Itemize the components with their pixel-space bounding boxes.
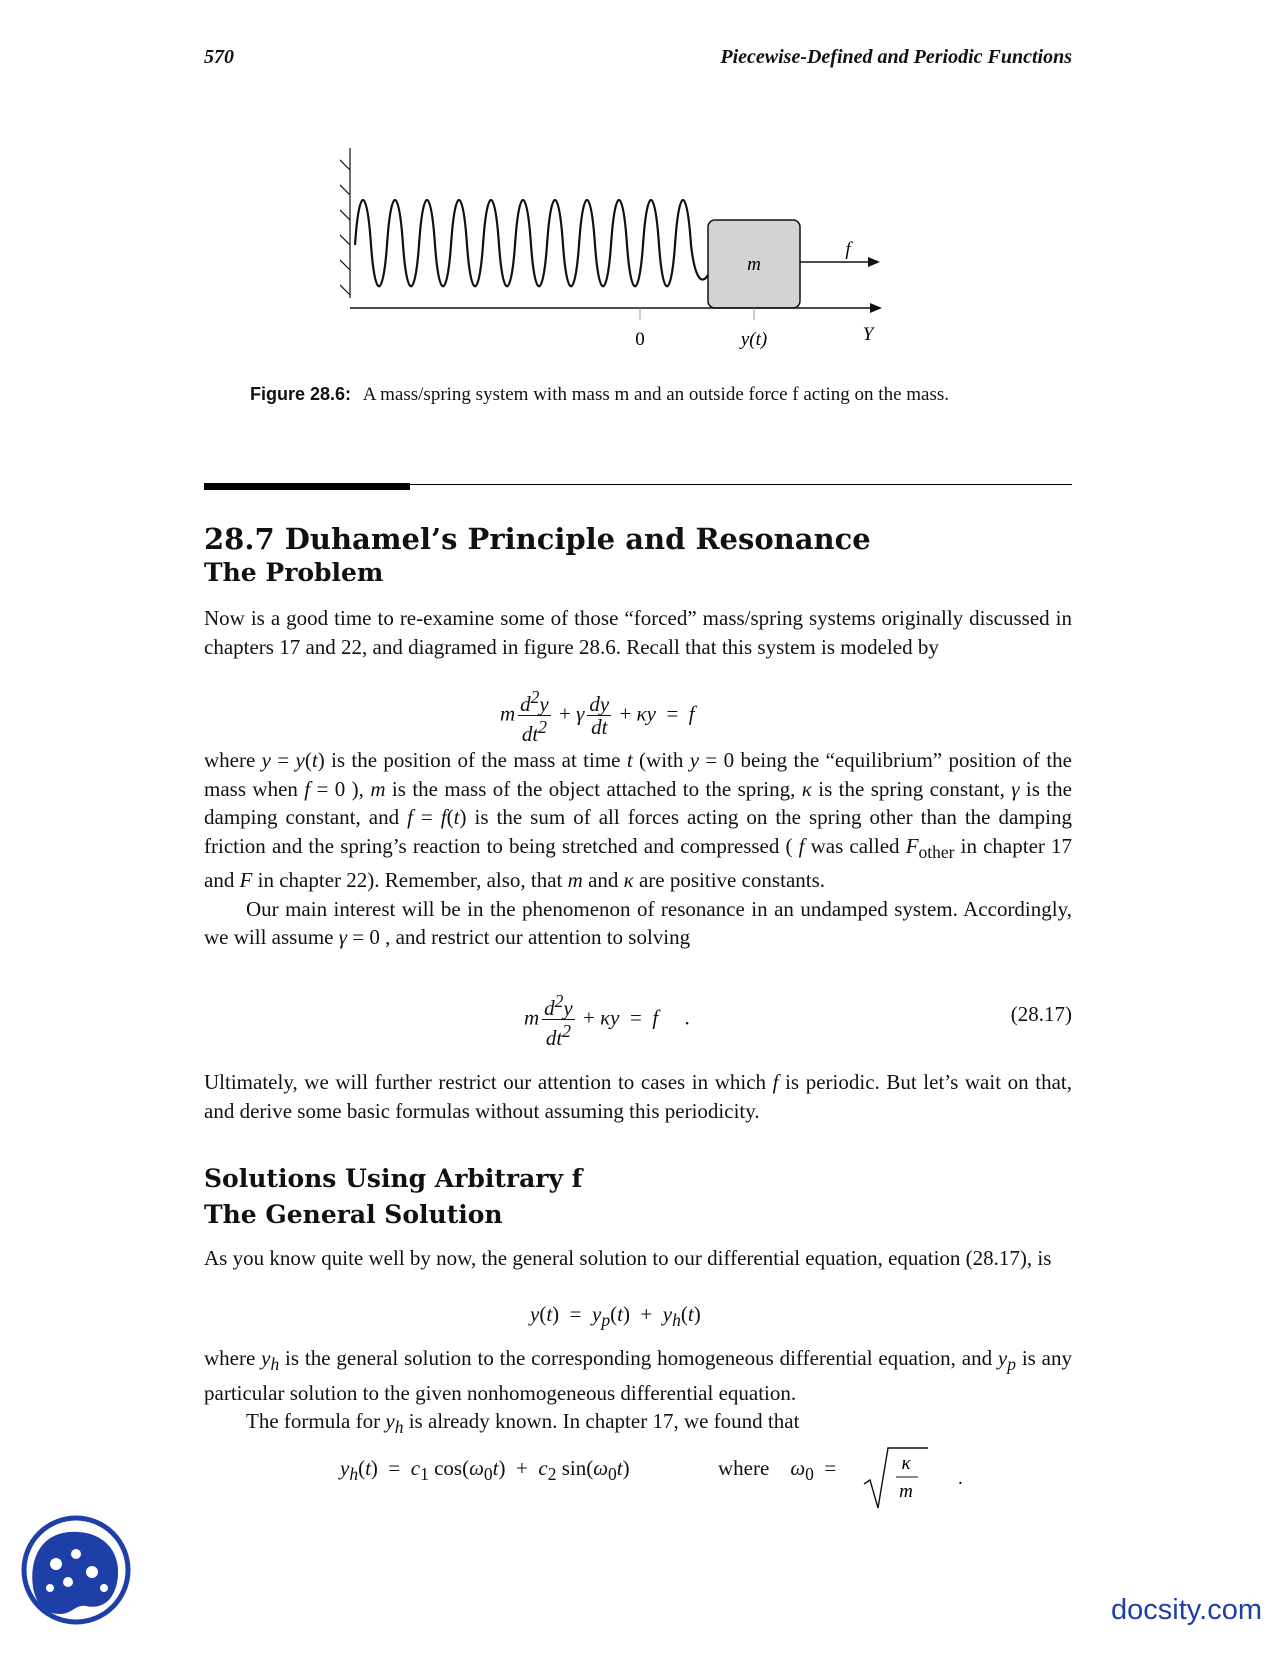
page-number: 570 [204,46,234,68]
equation-homogeneous: $y_h(t) = c_1$ $\cos(\omega_0t) + c_2$ $\sin(\omega_0t)$ [340,1456,630,1485]
equation-general-solution: $y(t) = y_p(t) + y_h(t)$ [530,1302,701,1331]
docsity-logo [20,1514,132,1626]
subheading-arbitrary-f: Solutions Using Arbitrary f [204,1164,583,1193]
tick-position-label: y(t) [740,329,768,350]
figure-caption [250,384,1150,406]
paragraph-yh-yp: where $y_h$ is the general solution to the corresponding homogeneous differential equation, and $y_p$ is any particular solution to the given nonhomogeneous differential equation. The formula for $y_h$ is already known. In chapter 17, we found that [204,1346,1072,1438]
running-title: Piecewise-Defined and Periodic Functions [720,46,1072,68]
tick-zero-label: 0 [635,329,645,350]
caption-label: Figure 28.6: [250,384,352,404]
mass-spring-figure [340,140,900,350]
equation-number: (28.17) [1010,1002,1072,1026]
paragraph-general-solution: As you know quite well by now, the general solution to our differential equation, equation (28.17), is [204,1246,1052,1270]
axis-label: Y [862,324,874,345]
force-label: f [845,239,851,260]
paragraph-periodic: Ultimately, we will further restrict our attention to cases in which f is periodic. But let’s wait on that, and derive some basic formulas without assuming this periodicity. [204,1070,1072,1123]
spring-coil [355,200,708,286]
section-heading: 28.7 Duhamel’s Principle and Resonance [204,522,871,556]
subheading-problem: The Problem [204,558,384,587]
sqrt-kappa-over-m [858,1442,978,1512]
subheading-general-solution: The General Solution [204,1200,503,1229]
section-rule-bar [204,483,410,490]
brand-watermark: docsity.com [1111,1594,1262,1626]
paragraph-intro: Now is a good time to re-examine some of those “forced” mass/spring systems originally discussed in chapters 17 and 22, and diagramed in figure 28.6. Recall that this system is modeled by [204,606,1072,659]
equation-28-17: m $\frac{d^2y}{dt^2}$ + κy = f . (28.17) [524,991,1072,1050]
equation-damped: m $\frac{d^2y}{dt^2}$ + γ $\frac{dy}{dt}$ + κy = f [500,687,695,746]
wall-hatching [340,148,350,298]
svg-text:κ: κ [901,1453,911,1474]
svg-text:.: . [958,1468,963,1489]
equation-omega: where $\omega_0$ = [718,1456,837,1485]
mass-label: m [747,254,761,275]
svg-text:m: m [899,1481,913,1502]
force-arrowhead [868,257,880,267]
running-head [204,46,1072,74]
caption-text: A mass/spring system with mass m and an outside force f acting on the mass. [362,384,950,405]
y-axis-arrowhead [870,303,882,313]
paragraph-definitions: where y = y(t) is the position of the mass at time t (with y = 0 being the “equilibrium” position of the mass when f = 0 ), m is the mass of the object attached to the spring, κ is the spring constant, γ is the damping constant, and f = f(t) is the sum of all forces acting on the spring other than the damping friction and the spring’s reaction to being stretched and compressed ( f was called $F_{other}$ in chapter 17 and F in chapter 22). Remember, also, that m and κ are positive constants. Our main interest will be in the phenomenon of resonance in an undamped system. Accordingly, we will assume γ = 0 , and restrict our attention to solving [204,748,1073,950]
